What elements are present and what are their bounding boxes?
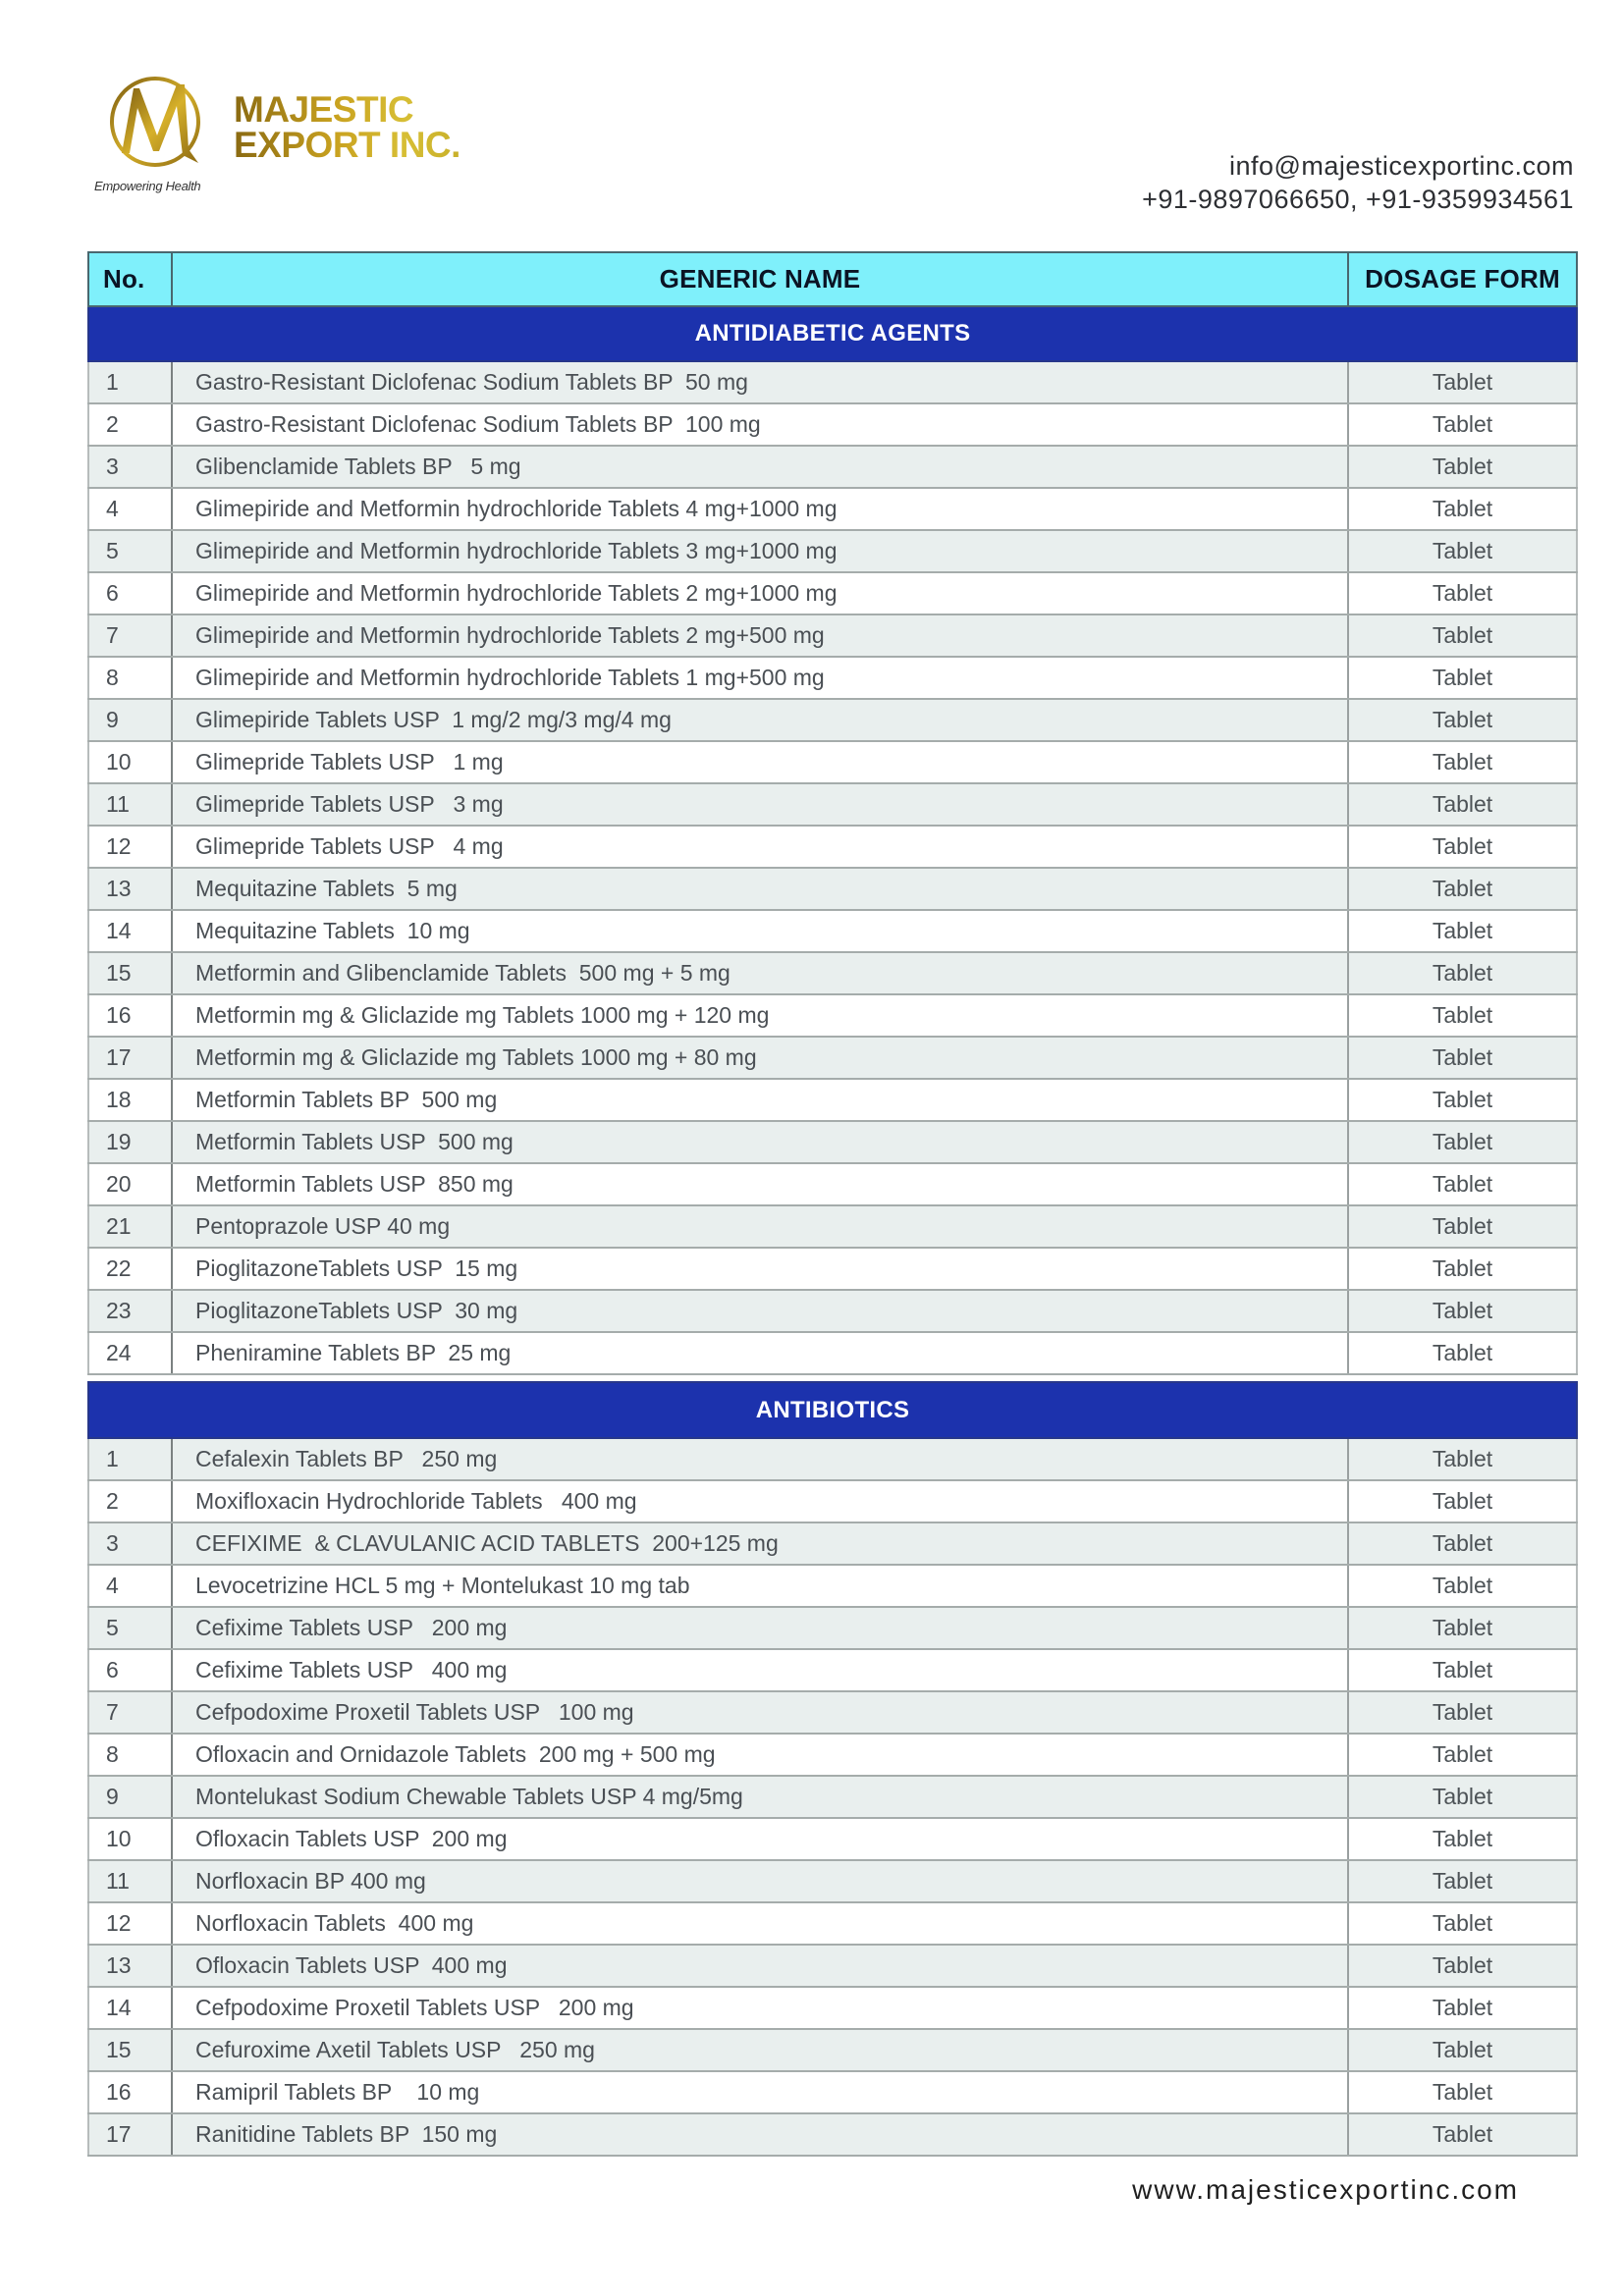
dosage-form-cell: Tablet (1348, 783, 1577, 826)
table-row (88, 403, 1577, 446)
table-row (88, 826, 1577, 868)
dosage-form-cell: Tablet (1348, 1902, 1577, 1945)
dosage-form-cell: Tablet (1348, 446, 1577, 488)
generic-name-cell: Cefalexin Tablets BP 250 mg (172, 1438, 1348, 1480)
dosage-form-cell: Tablet (1348, 403, 1577, 446)
generic-name-cell: Glimepiride and Metformin hydrochloride Tablets 2 mg+500 mg (172, 614, 1348, 657)
row-number: 21 (88, 1205, 172, 1248)
table-header-row (88, 252, 1577, 306)
dosage-form-cell: Tablet (1348, 1776, 1577, 1818)
dosage-form-cell: Tablet (1348, 657, 1577, 699)
generic-name-cell: Gastro-Resistant Diclofenac Sodium Tablets BP 100 mg (172, 403, 1348, 446)
table-row (88, 1205, 1577, 1248)
row-number: 24 (88, 1332, 172, 1374)
dosage-form-cell: Tablet (1348, 699, 1577, 741)
table-row (88, 530, 1577, 572)
row-number: 3 (88, 446, 172, 488)
generic-name-cell: Moxifloxacin Hydrochloride Tablets 400 mg (172, 1480, 1348, 1522)
generic-name-cell: Cefpodoxime Proxetil Tablets USP 100 mg (172, 1691, 1348, 1734)
contact-phones[interactable]: +91-9897066650, +91-9359934561 (1142, 185, 1574, 214)
generic-name-cell: Glimepiride and Metformin hydrochloride Tablets 2 mg+1000 mg (172, 572, 1348, 614)
table-row (88, 994, 1577, 1037)
table-row (88, 783, 1577, 826)
dosage-form-cell: Tablet (1348, 1332, 1577, 1374)
dosage-form-cell: Tablet (1348, 1205, 1577, 1248)
table-row (88, 952, 1577, 994)
row-number: 9 (88, 699, 172, 741)
row-number: 19 (88, 1121, 172, 1163)
generic-name-cell: Gastro-Resistant Diclofenac Sodium Tablets BP 50 mg (172, 361, 1348, 403)
row-number: 12 (88, 1902, 172, 1945)
dosage-form-cell: Tablet (1348, 1860, 1577, 1902)
table-row (88, 2029, 1577, 2071)
table-row (88, 1290, 1577, 1332)
dosage-form-cell: Tablet (1348, 572, 1577, 614)
table-row (88, 699, 1577, 741)
category-title: ANTIDIABETIC AGENTS (88, 306, 1577, 361)
dosage-form-cell: Tablet (1348, 994, 1577, 1037)
dosage-form-cell: Tablet (1348, 1649, 1577, 1691)
row-number: 14 (88, 910, 172, 952)
dosage-form-cell: Tablet (1348, 1565, 1577, 1607)
row-number: 7 (88, 1691, 172, 1734)
row-number: 8 (88, 657, 172, 699)
dosage-form-cell: Tablet (1348, 1945, 1577, 1987)
dosage-form-cell: Tablet (1348, 826, 1577, 868)
table-row (88, 1522, 1577, 1565)
website-url[interactable]: www.majesticexportinc.com (1132, 2174, 1519, 2205)
contact-block (1142, 149, 1574, 216)
generic-name-cell: Metformin Tablets USP 850 mg (172, 1163, 1348, 1205)
generic-name-cell: Metformin mg & Gliclazide mg Tablets 1000 mg + 80 mg (172, 1037, 1348, 1079)
row-number: 23 (88, 1290, 172, 1332)
dosage-form-cell: Tablet (1348, 614, 1577, 657)
table-row (88, 1987, 1577, 2029)
table-row (88, 657, 1577, 699)
row-number: 1 (88, 361, 172, 403)
generic-name-cell: Ofloxacin and Ornidazole Tablets 200 mg + 500 mg (172, 1734, 1348, 1776)
dosage-form-cell: Tablet (1348, 1248, 1577, 1290)
row-number: 1 (88, 1438, 172, 1480)
dosage-form-cell: Tablet (1348, 1607, 1577, 1649)
column-header-dosage-form: DOSAGE FORM (1348, 252, 1577, 306)
row-number: 6 (88, 572, 172, 614)
table-row (88, 1607, 1577, 1649)
generic-name-cell: Glimepiride and Metformin hydrochloride Tablets 1 mg+500 mg (172, 657, 1348, 699)
generic-name-cell: Glimepride Tablets USP 1 mg (172, 741, 1348, 783)
row-number: 13 (88, 1945, 172, 1987)
generic-name-cell: Cefpodoxime Proxetil Tablets USP 200 mg (172, 1987, 1348, 2029)
dosage-form-cell: Tablet (1348, 741, 1577, 783)
contact-email[interactable]: info@majesticexportinc.com (1228, 151, 1574, 181)
table-row (88, 1691, 1577, 1734)
dosage-form-cell: Tablet (1348, 1522, 1577, 1565)
generic-name-cell: Glimepiride and Metformin hydrochloride Tablets 3 mg+1000 mg (172, 530, 1348, 572)
table-row (88, 614, 1577, 657)
table-row (88, 910, 1577, 952)
dosage-form-cell: Tablet (1348, 868, 1577, 910)
dosage-form-cell: Tablet (1348, 1987, 1577, 2029)
table-row (88, 1734, 1577, 1776)
generic-name-cell: Metformin Tablets BP 500 mg (172, 1079, 1348, 1121)
product-table-antidiabetic (87, 251, 1578, 1375)
company-name-line2: EXPORT INC. (234, 125, 460, 165)
table-row (88, 1565, 1577, 1607)
table-row (88, 1163, 1577, 1205)
company-name-line1: MAJESTIC (234, 89, 414, 130)
column-header-no: No. (88, 252, 172, 306)
category-header-row (88, 1382, 1577, 1438)
row-number: 2 (88, 1480, 172, 1522)
generic-name-cell: CEFIXIME & CLAVULANIC ACID TABLETS 200+125 mg (172, 1522, 1348, 1565)
table-row (88, 1776, 1577, 1818)
row-number: 9 (88, 1776, 172, 1818)
table-row (88, 361, 1577, 403)
dosage-form-cell: Tablet (1348, 910, 1577, 952)
dosage-form-cell: Tablet (1348, 2071, 1577, 2113)
table-row (88, 1332, 1577, 1374)
table-row (88, 2071, 1577, 2113)
row-number: 4 (88, 488, 172, 530)
generic-name-cell: Cefixime Tablets USP 200 mg (172, 1607, 1348, 1649)
dosage-form-cell: Tablet (1348, 1163, 1577, 1205)
generic-name-cell: Levocetrizine HCL 5 mg + Montelukast 10 mg tab (172, 1565, 1348, 1607)
generic-name-cell: Glimepride Tablets USP 3 mg (172, 783, 1348, 826)
logo-emblem-icon (104, 73, 212, 181)
generic-name-cell: Pentoprazole USP 40 mg (172, 1205, 1348, 1248)
generic-name-cell: Pheniramine Tablets BP 25 mg (172, 1332, 1348, 1374)
generic-name-cell: Mequitazine Tablets 10 mg (172, 910, 1348, 952)
table-row (88, 446, 1577, 488)
generic-name-cell: Ranitidine Tablets BP 150 mg (172, 2113, 1348, 2156)
table-row (88, 1438, 1577, 1480)
logo-tagline: Empowering Health (94, 179, 201, 193)
table-row (88, 1248, 1577, 1290)
row-number: 4 (88, 1565, 172, 1607)
generic-name-cell: Montelukast Sodium Chewable Tablets USP 4 mg/5mg (172, 1776, 1348, 1818)
generic-name-cell: Ramipril Tablets BP 10 mg (172, 2071, 1348, 2113)
generic-name-cell: Metformin mg & Gliclazide mg Tablets 1000 mg + 120 mg (172, 994, 1348, 1037)
row-number: 11 (88, 783, 172, 826)
row-number: 13 (88, 868, 172, 910)
generic-name-cell: Ofloxacin Tablets USP 400 mg (172, 1945, 1348, 1987)
row-number: 17 (88, 1037, 172, 1079)
row-number: 2 (88, 403, 172, 446)
table-row (88, 1902, 1577, 1945)
dosage-form-cell: Tablet (1348, 1734, 1577, 1776)
dosage-form-cell: Tablet (1348, 1818, 1577, 1860)
row-number: 17 (88, 2113, 172, 2156)
row-number: 18 (88, 1079, 172, 1121)
generic-name-cell: Glimepiride Tablets USP 1 mg/2 mg/3 mg/4 mg (172, 699, 1348, 741)
table-row (88, 1480, 1577, 1522)
dosage-form-cell: Tablet (1348, 2113, 1577, 2156)
row-number: 20 (88, 1163, 172, 1205)
column-header-generic-name: GENERIC NAME (172, 252, 1348, 306)
row-number: 6 (88, 1649, 172, 1691)
product-table-antibiotics (87, 1381, 1578, 2157)
dosage-form-cell: Tablet (1348, 1037, 1577, 1079)
row-number: 11 (88, 1860, 172, 1902)
dosage-form-cell: Tablet (1348, 1438, 1577, 1480)
category-title: ANTIBIOTICS (88, 1382, 1577, 1438)
table-row (88, 2113, 1577, 2156)
table-row (88, 488, 1577, 530)
table-row (88, 572, 1577, 614)
generic-name-cell: Mequitazine Tablets 5 mg (172, 868, 1348, 910)
dosage-form-cell: Tablet (1348, 1290, 1577, 1332)
generic-name-cell: Glimepiride and Metformin hydrochloride Tablets 4 mg+1000 mg (172, 488, 1348, 530)
table-row (88, 1121, 1577, 1163)
row-number: 12 (88, 826, 172, 868)
row-number: 10 (88, 741, 172, 783)
generic-name-cell: Metformin Tablets USP 500 mg (172, 1121, 1348, 1163)
table-row (88, 1818, 1577, 1860)
row-number: 14 (88, 1987, 172, 2029)
row-number: 3 (88, 1522, 172, 1565)
generic-name-cell: Glibenclamide Tablets BP 5 mg (172, 446, 1348, 488)
table-row (88, 868, 1577, 910)
generic-name-cell: Ofloxacin Tablets USP 200 mg (172, 1818, 1348, 1860)
table-row (88, 1079, 1577, 1121)
table-row (88, 741, 1577, 783)
company-logo (94, 73, 487, 200)
row-number: 7 (88, 614, 172, 657)
row-number: 16 (88, 2071, 172, 2113)
dosage-form-cell: Tablet (1348, 488, 1577, 530)
generic-name-cell: Cefuroxime Axetil Tablets USP 250 mg (172, 2029, 1348, 2071)
company-name (234, 89, 460, 165)
table-row (88, 1037, 1577, 1079)
dosage-form-cell: Tablet (1348, 1691, 1577, 1734)
table-row (88, 1649, 1577, 1691)
table-row (88, 1860, 1577, 1902)
dosage-form-cell: Tablet (1348, 1079, 1577, 1121)
generic-name-cell: Glimepride Tablets USP 4 mg (172, 826, 1348, 868)
generic-name-cell: Norfloxacin Tablets 400 mg (172, 1902, 1348, 1945)
generic-name-cell: PioglitazoneTablets USP 30 mg (172, 1290, 1348, 1332)
generic-name-cell: Metformin and Glibenclamide Tablets 500 mg + 5 mg (172, 952, 1348, 994)
generic-name-cell: Norfloxacin BP 400 mg (172, 1860, 1348, 1902)
row-number: 8 (88, 1734, 172, 1776)
dosage-form-cell: Tablet (1348, 361, 1577, 403)
row-number: 10 (88, 1818, 172, 1860)
dosage-form-cell: Tablet (1348, 1121, 1577, 1163)
dosage-form-cell: Tablet (1348, 530, 1577, 572)
row-number: 5 (88, 1607, 172, 1649)
row-number: 15 (88, 2029, 172, 2071)
row-number: 5 (88, 530, 172, 572)
table-row (88, 1945, 1577, 1987)
dosage-form-cell: Tablet (1348, 952, 1577, 994)
category-header-row (88, 306, 1577, 361)
row-number: 16 (88, 994, 172, 1037)
generic-name-cell: Cefixime Tablets USP 400 mg (172, 1649, 1348, 1691)
dosage-form-cell: Tablet (1348, 1480, 1577, 1522)
row-number: 15 (88, 952, 172, 994)
generic-name-cell: PioglitazoneTablets USP 15 mg (172, 1248, 1348, 1290)
dosage-form-cell: Tablet (1348, 2029, 1577, 2071)
row-number: 22 (88, 1248, 172, 1290)
